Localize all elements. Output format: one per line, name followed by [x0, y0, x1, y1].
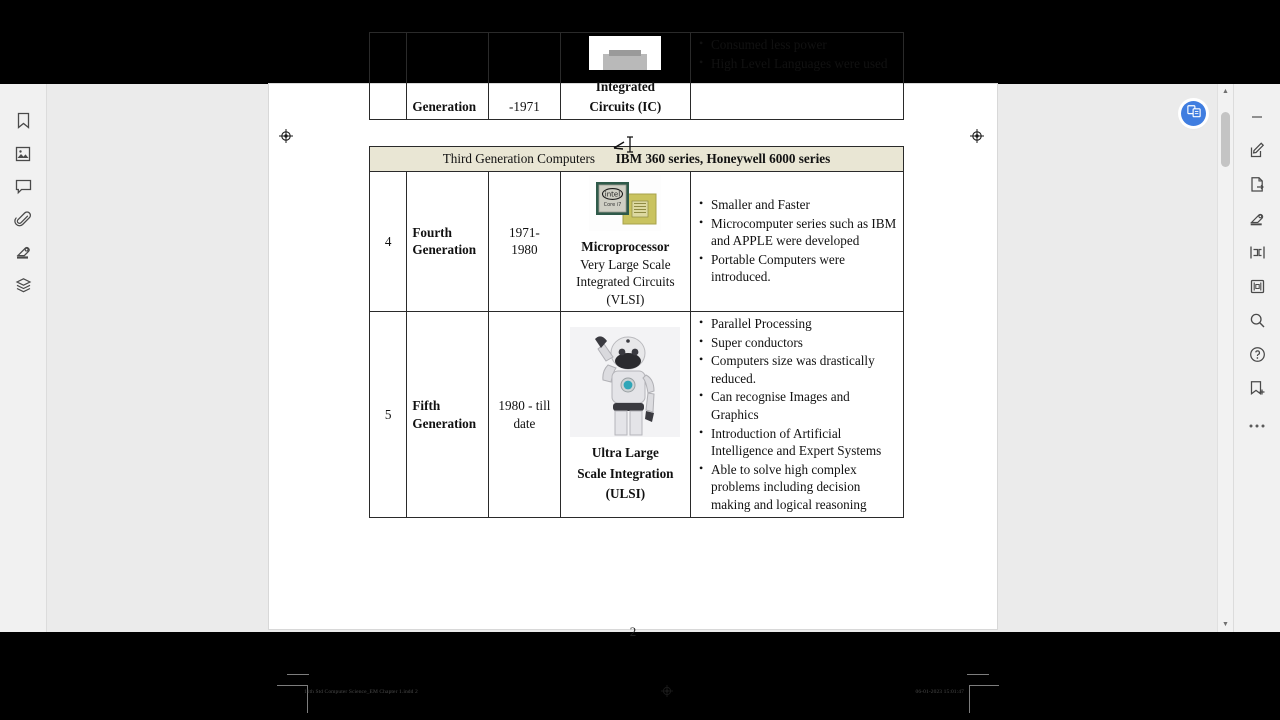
convert-pdf-icon	[1187, 104, 1201, 123]
feature-item: • Computers size was drastically reduced.	[711, 352, 898, 387]
cell-num: 4	[370, 171, 407, 312]
stamp-icon	[15, 244, 32, 266]
add-bookmark-button[interactable]	[1242, 376, 1272, 406]
organize-pages-icon	[1249, 245, 1266, 265]
registration-target-icon-right	[970, 129, 984, 143]
cell-generation	[407, 171, 489, 312]
tech-title-line1: Integrated	[595, 78, 656, 94]
compress-pdf-button[interactable]	[1242, 274, 1272, 304]
sidebar-item-bookmarks[interactable]	[8, 108, 38, 138]
search-button[interactable]	[1242, 308, 1272, 338]
page-footer	[304, 685, 964, 699]
pdf-page[interactable]	[269, 37, 997, 695]
pdf-viewer-window	[0, 37, 1280, 695]
bookmark-icon	[16, 112, 31, 134]
integrated-circuit-photo	[589, 36, 661, 70]
cell-technology	[560, 312, 690, 518]
export-pdf-icon	[1249, 176, 1266, 198]
band-examples: IBM 360 series, Honeywell 6000 series	[615, 151, 831, 166]
search-icon	[1249, 312, 1266, 334]
tech-title-line1: Ultra Large	[591, 445, 659, 461]
generation-line2: Generation	[412, 242, 477, 258]
feature-item-clipped: • Consumed less power	[711, 36, 898, 54]
page-thumbnail-icon	[15, 146, 31, 167]
add-bookmark-icon	[1249, 380, 1266, 402]
export-pdf-button[interactable]	[1242, 172, 1272, 202]
feature-item: • Microcomputer series such as IBM and APPLE were developed	[711, 215, 898, 250]
years-line1: 1980 - till	[498, 398, 551, 414]
feature-item: • Able to solve high complex problems including decision making and logical reasoning	[711, 461, 898, 514]
crop-mark	[969, 685, 999, 686]
organize-pages-button[interactable]	[1242, 240, 1272, 270]
generation-line2: Generation	[412, 415, 477, 431]
feature-item: • Parallel Processing	[711, 315, 898, 333]
collapse-icon	[1249, 109, 1265, 130]
svg-text:intel: intel	[605, 190, 621, 199]
cell-technology	[560, 33, 690, 120]
cell-years: -1971	[489, 33, 561, 120]
feature-item: • Introduction of Artificial Intelligence and Expert Systems	[711, 425, 898, 460]
band-label: Third Generation Computers	[442, 151, 596, 166]
triangle-down-icon: ▼	[1222, 621, 1229, 628]
registration-target-icon-left	[279, 129, 293, 143]
scrollbar-thumb[interactable]	[1221, 112, 1230, 167]
intel-core-i7-processor-photo	[589, 175, 661, 231]
scroll-up-button[interactable]	[1218, 84, 1233, 99]
edit-pdf-icon	[1249, 142, 1266, 164]
right-tool-rail	[1233, 84, 1280, 632]
fill-and-sign-button[interactable]	[1242, 206, 1272, 236]
comment-icon	[15, 179, 32, 199]
cell-features	[690, 312, 903, 518]
sidebar-item-page-thumbnails[interactable]	[8, 141, 38, 171]
fill-and-sign-icon	[1249, 210, 1266, 232]
feature-list	[696, 315, 898, 513]
feature-list	[696, 36, 898, 72]
table-row	[370, 171, 904, 312]
tech-title-line2: Circuits (IC)	[589, 99, 662, 115]
tech-sub-line1: Very Large Scale	[580, 256, 671, 272]
tech-title-line3: (ULSI)	[605, 486, 646, 502]
tech-sub-line2: Integrated Circuits	[576, 274, 675, 290]
tech-title-line2: Scale Integration	[577, 465, 674, 481]
sidebar-item-attachments[interactable]	[8, 207, 38, 237]
sidebar-item-comments[interactable]	[8, 174, 38, 204]
vertical-scrollbar[interactable]	[1217, 84, 1233, 632]
help-button[interactable]	[1242, 342, 1272, 372]
document-viewer[interactable]	[47, 37, 1233, 695]
table-row	[370, 312, 904, 518]
generation-line1: Fifth	[412, 398, 441, 414]
generation-line1: Fourth	[412, 224, 452, 240]
crop-mark	[967, 674, 989, 675]
tech-title: Microprocessor	[581, 239, 670, 255]
help-icon	[1249, 346, 1266, 368]
registration-target-icon-footer	[661, 685, 673, 699]
years-line2: date	[513, 415, 536, 431]
feature-item: • High Level Languages were used	[711, 55, 898, 73]
collapse-panel-button[interactable]	[1242, 104, 1272, 134]
cell-generation	[407, 312, 489, 518]
footer-timestamp: 06-01-2023 15:01:47	[915, 689, 964, 695]
feature-item: • Portable Computers were introduced.	[711, 251, 898, 286]
cell-features	[690, 33, 903, 120]
layers-icon	[15, 277, 32, 299]
page-number: 2	[629, 624, 637, 639]
cell-years	[489, 312, 561, 518]
paperclip-icon	[15, 211, 32, 233]
years-line1: 1971-	[509, 224, 540, 240]
cell-technology	[560, 171, 690, 312]
cell-num: 5	[370, 312, 407, 518]
cell-num	[370, 33, 407, 120]
cell-features	[690, 171, 903, 312]
more-options-icon	[1248, 416, 1266, 434]
convert-pdf-fab[interactable]	[1181, 101, 1206, 126]
crop-mark	[969, 685, 970, 713]
edit-pdf-button[interactable]	[1242, 138, 1272, 168]
table-row-clipped	[369, 37, 904, 146]
scroll-down-button[interactable]	[1218, 617, 1233, 632]
footer-filename: 11th Std Computer Science_EM Chapter 1.indd 2	[304, 689, 418, 695]
sidebar-item-stamps[interactable]	[8, 240, 38, 270]
more-options-button[interactable]	[1242, 410, 1272, 440]
feature-item: • Super conductors	[711, 334, 898, 352]
feature-list	[696, 196, 898, 286]
tech-sub-line3: (VLSI)	[606, 291, 645, 307]
generations-of-computers-table	[369, 146, 904, 518]
compress-pdf-icon	[1249, 278, 1266, 300]
years-line2: 1980	[511, 242, 538, 258]
cell-years	[489, 171, 561, 312]
feature-item: • Can recognise Images and Graphics	[711, 388, 898, 423]
crop-mark	[287, 674, 309, 675]
triangle-up-icon: ▲	[1222, 88, 1229, 95]
feature-item: • Smaller and Faster	[711, 196, 898, 214]
svg-text:Core i7: Core i7	[603, 201, 622, 208]
cell-generation: Generation	[407, 33, 489, 120]
humanoid-robot-photo	[570, 327, 680, 437]
band-cell	[370, 147, 904, 172]
table-band-row	[370, 147, 904, 172]
crop-mark	[277, 685, 307, 686]
sidebar-item-layers[interactable]	[8, 273, 38, 303]
left-tool-rail	[0, 84, 47, 632]
